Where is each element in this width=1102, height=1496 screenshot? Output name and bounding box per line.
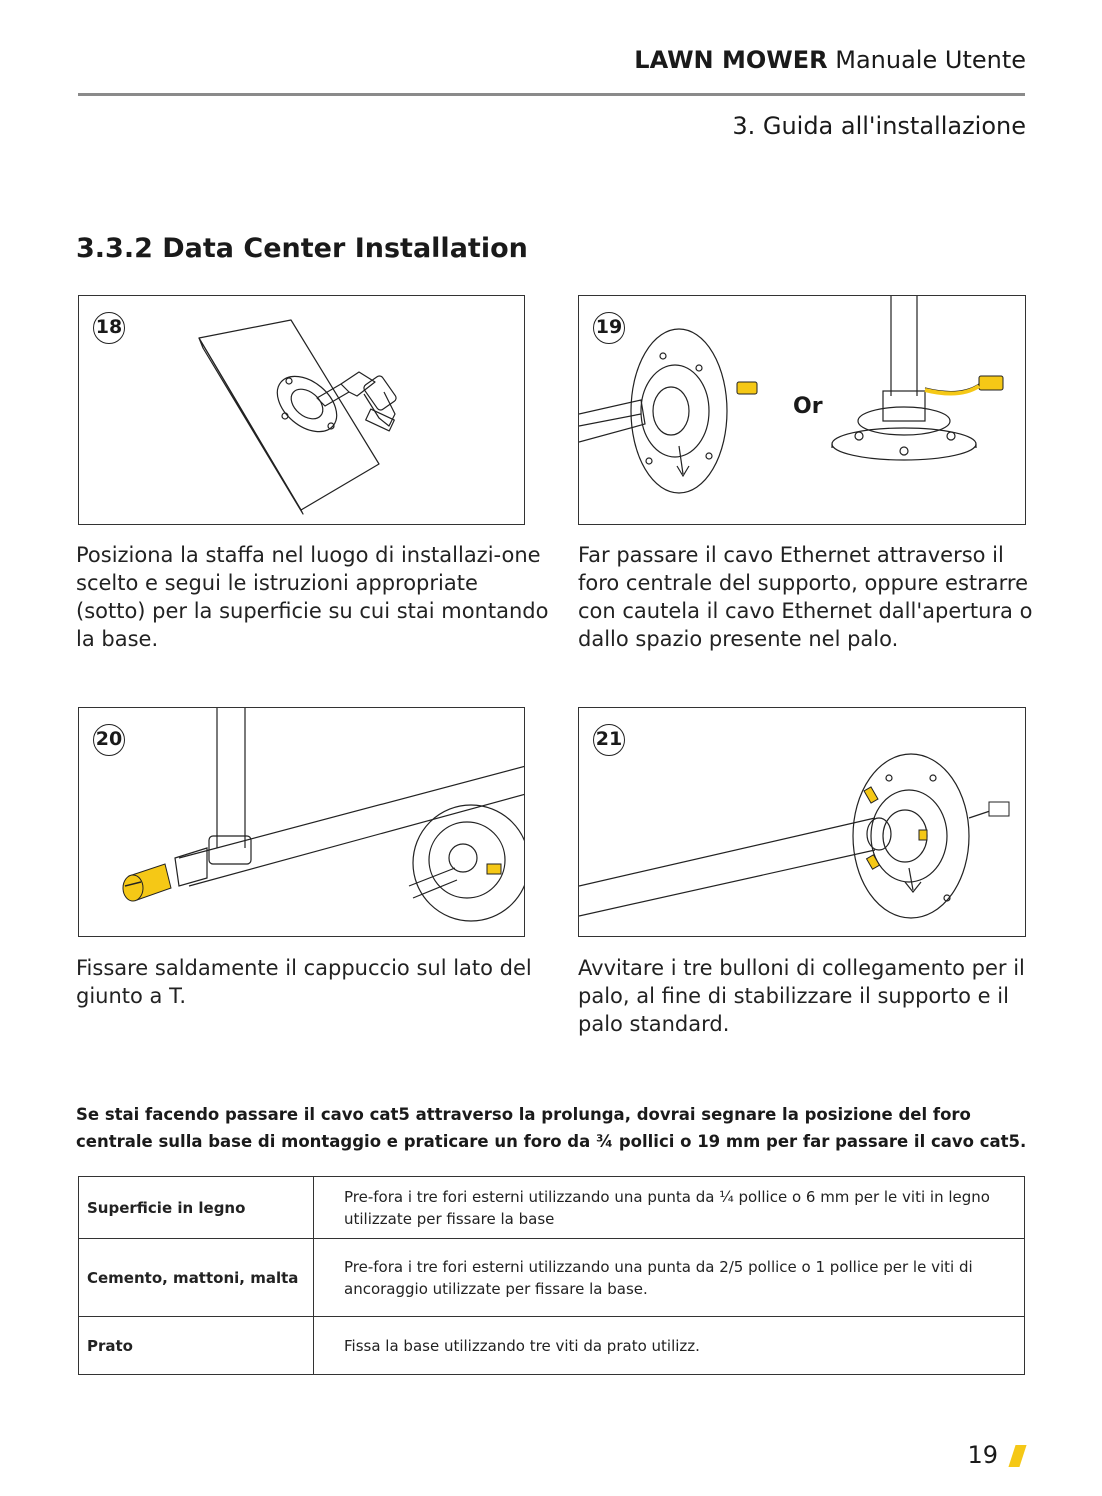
step-number-badge: 21 xyxy=(593,724,625,756)
document-header xyxy=(634,46,1026,74)
page-accent-mark xyxy=(1008,1445,1026,1467)
cat5-note: Se stai facendo passare il cavo cat5 attraverso la prolunga, dovrai segnare la posizione del foro centrale sulla base di montaggio e praticare un foro da ¾ pollici o 19 mm per far passare il cavo cat5. xyxy=(76,1105,1027,1151)
step-number-badge: 19 xyxy=(593,312,625,344)
table-row xyxy=(79,1177,1025,1239)
step-18-caption: Posiziona la staffa nel luogo di installazi-one scelto e segui le istruzioni appropriate (sotto) per la superficie su cui stai montando la base. xyxy=(76,543,549,651)
page-heading: 3.3.2 Data Center Installation xyxy=(76,233,528,264)
step-20-caption: Fissare saldamente il cappuccio sul lato del giunto a T. xyxy=(76,956,532,1008)
instruction-cell: Fissa la base utilizzando tre viti da prato utilizz. xyxy=(314,1317,1025,1375)
doc-type: Manuale Utente xyxy=(835,46,1026,74)
surface-cell: Superficie in legno xyxy=(79,1177,314,1239)
instruction-cell: Pre-fora i tre fori esterni utilizzando una punta da ¼ pollice o 6 mm per le viti in legno utilizzate per fissare la base xyxy=(314,1177,1025,1239)
step-20-illustration xyxy=(78,707,525,937)
wall-bracket-drill-drawing xyxy=(79,296,525,525)
or-label: Or xyxy=(793,394,823,419)
step-number-badge: 20 xyxy=(93,724,125,756)
surface-instructions-table xyxy=(78,1176,1025,1375)
instruction-cell: Pre-fora i tre fori esterni utilizzando una punta da 2/5 pollice o 1 pollice per le viti di ancoraggio utilizzate per fissare la base. xyxy=(314,1239,1025,1317)
t-joint-cap-drawing xyxy=(79,708,525,937)
step-21-caption: Avvitare i tre bulloni di collegamento per il palo, al fine di stabilizzare il supporto e il palo standard. xyxy=(578,956,1025,1036)
surface-cell: Cemento, mattoni, malta xyxy=(79,1239,314,1317)
table-row xyxy=(79,1317,1025,1375)
surface-cell: Prato xyxy=(79,1317,314,1375)
table-row xyxy=(79,1239,1025,1317)
page-number: 19 xyxy=(967,1441,998,1469)
product-name: LAWN MOWER xyxy=(634,46,828,74)
step-18-illustration xyxy=(78,295,525,525)
step-19-illustration xyxy=(578,295,1026,525)
section-label: 3. Guida all'installazione xyxy=(732,112,1026,140)
bolt-tightening-drawing xyxy=(579,708,1026,937)
step-number-badge: 18 xyxy=(93,312,125,344)
step-19-caption: Far passare il cavo Ethernet attraverso il foro centrale del supporto, oppure estrarre con cautela il cavo Ethernet dall'apertura o dallo spazio presente nel palo. xyxy=(578,543,1033,651)
step-21-illustration xyxy=(578,707,1026,937)
header-divider xyxy=(78,93,1025,96)
